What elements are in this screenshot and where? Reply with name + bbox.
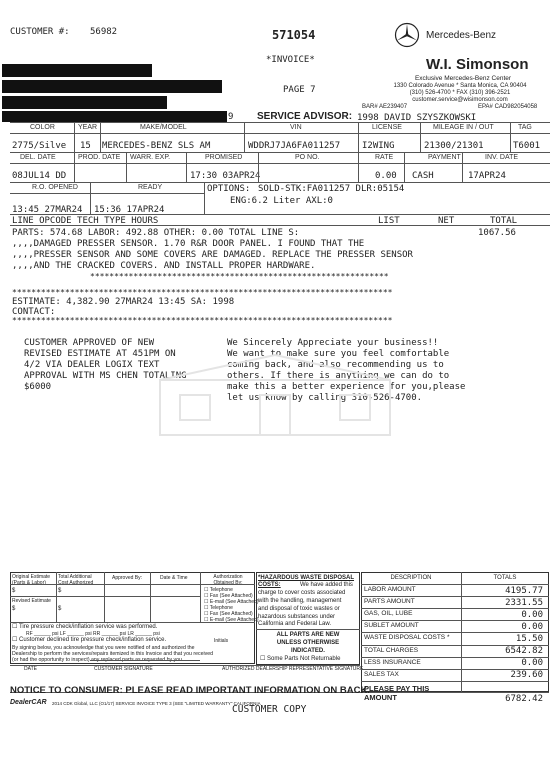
totals-row-value: 0.00 xyxy=(521,609,543,620)
auth-option-fax[interactable]: ☐ Fax (See Attached) xyxy=(204,611,253,617)
col-additional-cost: Total Additional Cost Authorized xyxy=(58,574,94,586)
col-totals: TOTALS xyxy=(493,575,517,581)
lines-header-total: TOTAL xyxy=(490,216,518,226)
vehicle-make: MERCEDES-BENZ SLS AM xyxy=(102,141,211,151)
estimate-line: ESTIMATE: 4,382.90 27MAR24 13:45 SA: 1998 xyxy=(12,297,235,307)
approval-note: APPROVAL WITH MS CHEN TOTALING xyxy=(24,371,187,381)
page-number: PAGE 7 xyxy=(283,85,316,95)
dealer-watermark-icon xyxy=(150,350,400,440)
bar-number: BAR# AE239407 xyxy=(362,104,408,110)
lines-header: LINE OPCODE TECH TYPE HOURS xyxy=(12,216,159,226)
totals-row-label: GAS, OIL, LUBE xyxy=(364,610,413,618)
tire-check-declined[interactable]: ☐ Customer declined tire pressure check/inflation service. xyxy=(12,637,167,643)
copy-label: CUSTOMER COPY xyxy=(232,704,307,715)
mercedes-star-icon xyxy=(394,22,420,48)
col-ready: READY xyxy=(138,184,163,191)
col-promised: PROMISED xyxy=(205,154,243,161)
col-year: YEAR xyxy=(78,124,98,131)
col-po-no: PO NO. xyxy=(295,154,320,161)
redacted-block xyxy=(2,111,227,122)
totals-row-value: 239.60 xyxy=(510,670,543,681)
hazard-text: We have added this xyxy=(300,582,353,588)
dealer-phone: (310) 526-4700 * FAX (310) 396-2521 xyxy=(409,90,511,96)
col-tag: TAG xyxy=(518,124,532,131)
hazard-text: and disposal of toxic wastes or xyxy=(258,606,340,612)
thank-you-note: others. If there is anything we can do to xyxy=(227,371,450,381)
customer-signature-line[interactable] xyxy=(90,660,200,661)
auth-option-email[interactable]: ☐ E-mail (See Attached) xyxy=(204,599,259,605)
epa-number: EPA# CAD982054058 xyxy=(478,104,538,110)
brand-name: Mercedes-Benz xyxy=(426,30,497,41)
description-line: ,,,,DAMAGED PRESSER SENSOR. 1.70 R&R DOOR PANEL. I FOUND THAT THE xyxy=(12,239,365,249)
inv-date: 17APR24 xyxy=(468,171,506,181)
revised-estimate-label: Revised Estimate xyxy=(12,598,51,604)
col-del-date: DEL. DATE xyxy=(20,154,56,161)
col-license: LICENSE xyxy=(372,124,402,131)
col-mileage: MILEAGE IN / OUT xyxy=(433,124,494,131)
thank-you-note: coming back, and also recommending us to xyxy=(227,360,444,370)
payment: CASH xyxy=(412,171,434,181)
redacted-block xyxy=(2,64,152,77)
vehicle-year: 15 xyxy=(80,141,91,151)
vehicle-color: 2775/Silve xyxy=(12,141,67,151)
auth-option-telephone[interactable]: ☐ Telephone xyxy=(204,587,233,593)
vehicle-vin: WDDRJ7JA6FA011257 xyxy=(248,141,341,151)
col-description: DESCRIPTION xyxy=(390,575,432,581)
hazard-text: hazardous substances under xyxy=(258,614,336,620)
auth-option-email[interactable]: ☐ E-mail (See Attached) xyxy=(204,617,259,623)
auth-option-telephone[interactable]: ☐ Telephone xyxy=(204,605,233,611)
promised: 17:30 03APR24 xyxy=(190,171,261,181)
customer-number: 56982 xyxy=(90,27,118,37)
col-payment: PAYMENT xyxy=(428,154,461,161)
options-label: OPTIONS: xyxy=(207,184,251,194)
please-pay-value: 6782.42 xyxy=(505,693,543,704)
parts-labor-line: PARTS: 574.68 LABOR: 492.88 OTHER: 0.00 TOTAL LINE S: xyxy=(12,228,300,238)
col-prod-date: PROD. DATE xyxy=(78,154,121,161)
customer-number-label: CUSTOMER #: xyxy=(10,27,70,37)
col-color: COLOR xyxy=(30,124,55,131)
hazard-title: *HAZARDOUS WASTE DISPOSAL COSTS: xyxy=(258,575,355,588)
separator-stars: ************************************************************** xyxy=(90,272,389,281)
description-line: ,,,,PRESSER SENSOR AND SOME COVERS ARE DAMAGED. REPLACE THE PRESSER SENSOR xyxy=(12,250,413,260)
totals-row-value: 6542.82 xyxy=(505,646,543,656)
rate: 0.00 xyxy=(375,171,397,181)
approval-note: CUSTOMER APPROVED OF NEW xyxy=(24,338,155,348)
totals-row-value: 4195.77 xyxy=(505,585,543,596)
options-line-1: SOLD-STK:FA011257 DLR:05154 xyxy=(258,184,405,194)
lines-header-net: NET xyxy=(438,216,455,226)
approval-note: $6000 xyxy=(24,382,52,392)
revised-estimate-dollar: $ xyxy=(12,606,16,612)
date-signature-label: DATE xyxy=(24,666,37,672)
parts-new-notice: UNLESS OTHERWISE xyxy=(276,640,340,646)
col-ro-opened: R.O. OPENED xyxy=(32,184,78,191)
acknowledgement-text: By signing below, you acknowledge that you were notified of and authorized the xyxy=(12,645,195,651)
redacted-block xyxy=(2,80,222,93)
dealer-email: customer.service@wisimonson.com xyxy=(412,97,508,103)
totals-row-label: TOTAL CHARGES xyxy=(364,646,419,654)
hazard-text: with the handling, management xyxy=(258,598,342,604)
thank-you-note: We Sincerely Appreciate your business!! xyxy=(227,338,439,348)
invoice-label: *INVOICE* xyxy=(266,55,315,65)
consumer-notice: NOTICE TO CONSUMER: PLEASE READ IMPORTANT INFORMATION ON BACK. xyxy=(10,685,370,696)
hazard-text: charge to cover costs associated xyxy=(258,590,346,596)
parts-not-returnable[interactable]: ☐ Some Parts Not Returnable xyxy=(260,656,341,662)
col-original-estimate: Original Estimate (Parts & Labor) xyxy=(12,574,51,586)
acknowledgement-text: (or had the opportunity to inspect) any replaced parts as requested by you. xyxy=(12,657,184,663)
redacted-block xyxy=(2,96,167,109)
initials-label: Initials xyxy=(214,638,229,644)
approval-note: 4/2 VIA DEALER LOGIX TEXT xyxy=(24,360,160,370)
invoice-number: 571054 xyxy=(272,28,316,42)
line-total: 1067.56 xyxy=(478,228,516,238)
totals-row-label: LESS INSURANCE xyxy=(364,658,421,666)
tire-pressure-values: RF ______ psi LF ______ psi RR ______ psi LR ______ psi xyxy=(26,631,160,637)
col-warr-exp: WARR. EXP. xyxy=(130,154,171,161)
dealer-car-logo: DealerCAR xyxy=(10,699,47,706)
dealer-name: W.I. Simonson xyxy=(426,56,529,73)
totals-row-value: 0.00 xyxy=(521,658,543,669)
revised-additional-dollar: $ xyxy=(58,606,62,612)
redacted-tail: 9 xyxy=(228,112,234,122)
thank-you-note: We want to make sure you feel comfortable xyxy=(227,349,450,359)
vehicle-license: I2WING xyxy=(362,141,395,151)
please-pay-label: PLEASE PAY THIS AMOUNT xyxy=(364,683,430,702)
totals-row-label: LABOR AMOUNT xyxy=(364,586,416,593)
col-date-time: Date & Time xyxy=(160,575,188,581)
contact-line: CONTACT: xyxy=(12,307,56,317)
totals-row-label: SALES TAX xyxy=(364,670,399,678)
separator-stars: ******************************************************************************* xyxy=(12,288,393,297)
vehicle-tag: T6001 xyxy=(513,141,541,151)
service-advisor-name: 1998 DAVID SZYSZKOWSKI xyxy=(357,113,477,123)
hazard-text: California and Federal Law. xyxy=(258,621,332,627)
acknowledgement-text: Dealership to perform the services/repairs itemized in this Invoice and that you received xyxy=(12,651,213,657)
vehicle-mileage: 21300/21301 xyxy=(424,141,484,151)
fine-print: 2014 CDK Global, LLC (O1/17) SERVICE INVOICE TYPE 3 (SEE "LIMITED WARRANTY" CALIFORNIA xyxy=(52,701,261,706)
approval-note: REVISED ESTIMATE AT 451PM ON xyxy=(24,349,176,359)
original-estimate-dollar: $ xyxy=(12,588,16,594)
totals-row-value: 0.00 xyxy=(521,621,543,632)
del-date: 08JUL14 DD xyxy=(12,171,67,181)
col-make: MAKE/MODEL xyxy=(140,124,187,131)
additional-cost-dollar: $ xyxy=(58,588,62,594)
col-inv-date: INV. DATE xyxy=(485,154,519,161)
totals-row-value: 15.50 xyxy=(515,633,543,644)
totals-row-label: SUBLET AMOUNT xyxy=(364,622,419,630)
ready: 15:36 17APR24 xyxy=(94,205,165,215)
dealer-signature-label: AUTHORIZED DEALERSHIP REPRESENTATIVE SIGNATURE xyxy=(222,666,364,672)
col-rate: RATE xyxy=(375,154,394,161)
col-vin: VIN xyxy=(290,124,302,131)
parts-new-notice: ALL PARTS ARE NEW xyxy=(276,632,340,638)
thank-you-note: let us know by calling 310-526-4700. xyxy=(227,393,423,403)
col-authorization: Authorization Obtained By: xyxy=(213,574,243,586)
customer-signature-label: CUSTOMER SIGNATURE xyxy=(94,666,153,672)
tire-check-performed[interactable]: ☐ Tire pressure check/inflation service was performed. xyxy=(12,624,158,630)
description-line: ,,,,AND THE CRACKED COVERS. AND INSTALL PROPER HARDWARE. xyxy=(12,261,316,271)
dealer-tagline: Exclusive Mercedes-Benz Center xyxy=(414,75,512,82)
dealer-address: 1330 Colorado Avenue * Santa Monica, CA 90404 xyxy=(393,83,527,89)
lines-header-list: LIST xyxy=(378,216,400,226)
auth-option-fax[interactable]: ☐ Fax (See Attached) xyxy=(204,593,253,599)
service-advisor-label: SERVICE ADVISOR: xyxy=(257,111,353,122)
options-line-2: ENG:6.2 Liter AXL:0 xyxy=(230,196,333,206)
parts-new-notice: INDICATED. xyxy=(291,648,325,654)
totals-row-value: 2331.55 xyxy=(505,597,543,608)
col-approved-by: Approved By: xyxy=(112,575,143,581)
thank-you-note: make this a better experience for you,please xyxy=(227,382,466,392)
separator-stars: ******************************************************************************* xyxy=(12,316,393,325)
totals-row-label: PARTS AMOUNT xyxy=(364,598,415,606)
ro-opened: 13:45 27MAR24 xyxy=(12,205,83,215)
totals-row-label: WASTE DISPOSAL COSTS * xyxy=(364,634,450,642)
